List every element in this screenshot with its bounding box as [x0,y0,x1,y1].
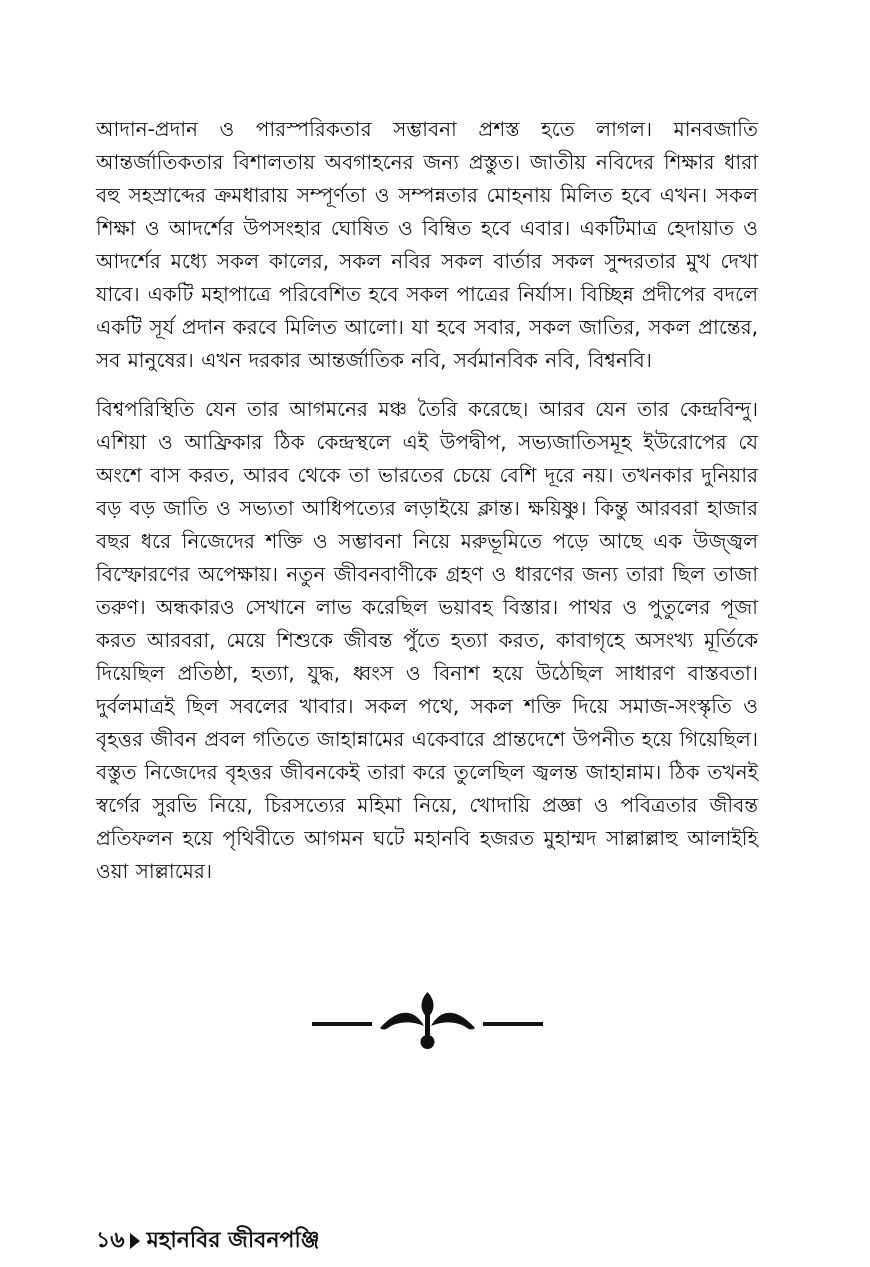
paragraph-1: আদান-প্রদান ও পারস্পরিকতার সম্ভাবনা প্রশস্ত হতে লাগল। মানবজাতি আন্তর্জাতিকতার বিশালতায় অবগাহনের জন্য প্রস্তুত। জাতীয় নবিদের শিক্ষার ধারা বহু সহস্রাব্দের ক্রমধারায় সম্পূর্ণতা ও সম্পন্নতার মোহনায় মিলিত হবে এখন। সকল শিক্ষা ও আদর্শের উপসংহার ঘোষিত ও বিম্বিত হবে এবার। একটিমাত্র হেদায়াত ও আদর্শের মধ্যে সকল কালের, সকল নবির সকল বার্তার সকল সুন্দরতার মুখ দেখা যাবে। একটি মহাপাত্রে পরিবেশিত হবে সকল পাত্রের নির্যাস। বিচ্ছিন্ন প্রদীপের বদলে একটি সূর্য প্রদান করবে মিলিত আলো। যা হবে সবার, সকল জাতির, সকল প্রান্তের, সব মানুষের। এখন দরকার আন্তর্জাতিক নবি, সর্বমানবিক নবি, বিশ্বনবি। [96,117,758,372]
floral-divider-icon [310,990,545,1052]
page-footer [96,1223,320,1259]
page-number: ১৬ [96,1227,125,1253]
right-triangle-icon [129,1232,141,1250]
body-text [96,113,758,904]
book-title: মহানবির জীবনপঞ্জি [146,1227,320,1253]
paragraph-2: বিশ্বপরিস্থিতি যেন তার আগমনের মঞ্চ তৈরি করেছে। আরব যেন তার কেন্দ্রবিন্দু। এশিয়া ও আফ্রিকার ঠিক কেন্দ্রস্থলে এই উপদ্বীপ, সভ্যজাতিসমূহ ইউরোপের যে অংশে বাস করত, আরব থেকে তা ভারতের চেয়ে বেশি দূরে নয়। তখনকার দুনিয়ার বড় বড় জাতি ও সভ্যতা আধিপত্যের লড়াইয়ে ক্লান্ত। ক্ষয়িষ্ণু। কিন্তু আরবরা হাজার বছর ধরে নিজেদের শক্তি ও সম্ভাবনা নিয়ে মরুভূমিতে পড়ে আছে এক উজ্জ্বল বিস্ফোরণের অপেক্ষায়। নতুন জীবনবাণীকে গ্রহণ ও ধারণের জন্য তারা ছিল তাজা তরুণ। অন্ধকারও সেখানে লাভ করেছিল ভয়াবহ বিস্তার। পাথর ও পুতুলের পূজা করত আরবরা, মেয়ে শিশুকে জীবন্ত পুঁতে হত্যা করত, কাবাগৃহে অসংখ্য মূর্তিকে দিয়েছিল প্রতিষ্ঠা, হত্যা, যুদ্ধ, ধ্বংস ও বিনাশ হয়ে উঠেছিল সাধারণ বাস্তবতা। দুর্বলমাত্রই ছিল সবলের খাবার। সকল পথে, সকল শক্তি দিয়ে সমাজ-সংস্কৃতি ও বৃহত্তর জীবন প্রবল গতিতে জাহান্নামের একেবারে প্রান্তদেশে উপনীত হয়ে গিয়েছিল। বস্তুত নিজেদের বৃহত্তর জীবনকেই তারা করে তুলেছিল জ্বলন্ত জাহান্নাম। ঠিক তখনই স্বর্গের সুরভি নিয়ে, চিরসত্যের মহিমা নিয়ে, খোদায়ি প্রজ্ঞা ও পবিত্রতার জীবন্ত প্রতিফলন হয়ে পৃথিবীতে আগমন ঘটে মহানবি হজরত মুহাম্মদ সাল্লাল্লাহু আলাইহি ওয়া সাল্লামের। [96,397,758,883]
